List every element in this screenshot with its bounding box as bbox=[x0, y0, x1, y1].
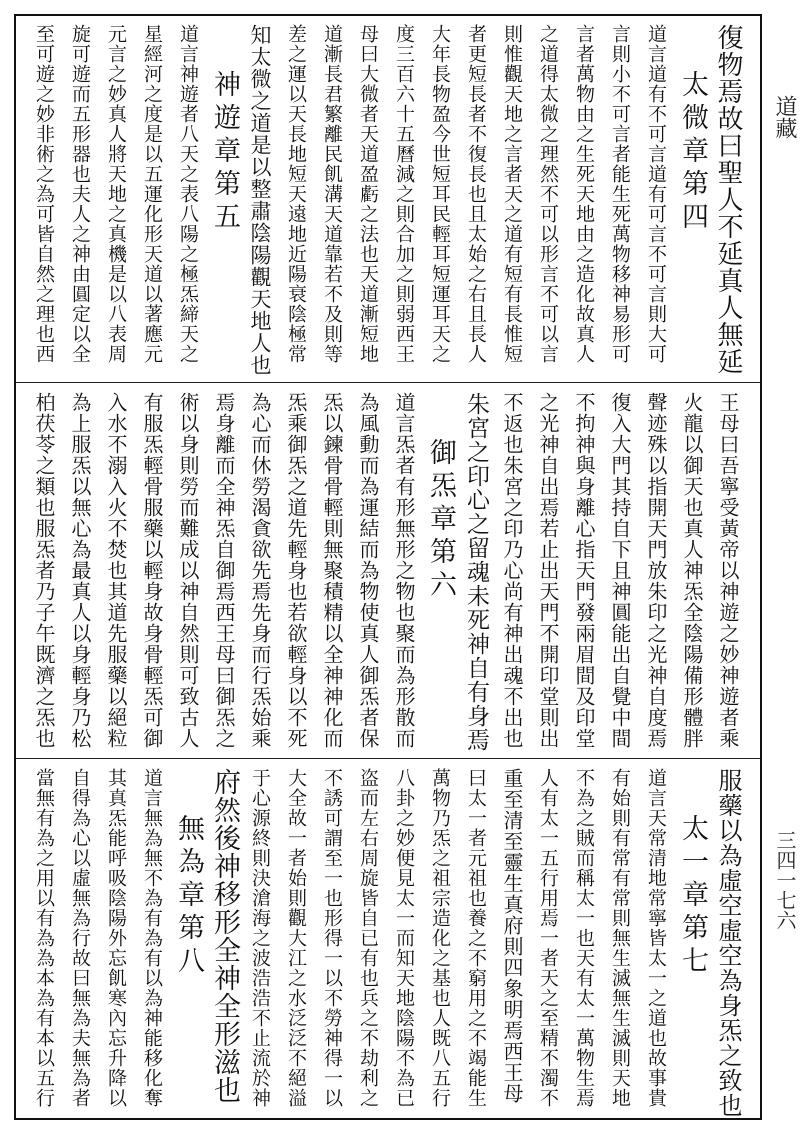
folio-number: 三四一七六 bbox=[773, 830, 797, 930]
text-column: 者更短長者不復長也且太始之右且長人 bbox=[465, 24, 487, 364]
text-column: 元言之妙真人將天地之真機是以八表周 bbox=[105, 24, 127, 364]
text-column: 術以身則勞而難成以神自然則可致古人 bbox=[176, 392, 200, 749]
panel-divider bbox=[16, 382, 760, 383]
text-column: 柏茯苓之類也服炁者乃子午既濟之炁也 bbox=[32, 392, 56, 749]
text-column: 入水不溺入火不焚也其道先服藥以絕粒 bbox=[104, 392, 128, 749]
panel-divider bbox=[16, 758, 760, 759]
text-column: 言者萬物由之生死天地由之造化故真人 bbox=[573, 24, 595, 364]
collection-title: 道藏 bbox=[772, 95, 797, 139]
text-column: 炁乘御炁之道先輕身也若欲輕身以不死 bbox=[284, 392, 308, 749]
text-column: 聲迹殊以指開天門放朱印之光神自度焉 bbox=[644, 392, 668, 749]
text-column: 萬物乃炁之祖宗造化之基也人既八五行 bbox=[429, 768, 451, 1108]
text-column: 星經河之度是以五運化形天道以著應元 bbox=[141, 24, 163, 364]
text-column: 則惟觀天地之言者天之道有短有長惟短 bbox=[501, 24, 523, 364]
text-column: 道言神遊者八天之表八陽之極炁締天之 bbox=[177, 24, 199, 364]
text-column: 焉身離而全神炁自御焉西王母曰御炁之 bbox=[212, 392, 236, 749]
text-column: 大全故一者始則觀大江之水泛泛不絕溢 bbox=[285, 768, 307, 1108]
text-column: 重至清至靈生真府則四象明焉西王母 bbox=[500, 768, 524, 1104]
text-column: 人有太一五行用焉一者天之至精不濁不 bbox=[537, 768, 559, 1108]
text-column: 之光神自出焉若止出天門不開印堂則出 bbox=[536, 392, 560, 749]
text-column: 有始則有常有常則無生滅無生滅則天地 bbox=[609, 768, 631, 1108]
text-column: 太微章第四 bbox=[677, 70, 708, 235]
text-column: 道漸長君繁離民飢溝天道靠若不及則等 bbox=[321, 24, 343, 364]
text-column: 曰太一者元祖也養之不窮用之不竭能生 bbox=[465, 768, 487, 1108]
text-column: 火龍以御天也真人神炁全陰陽備形體胖 bbox=[680, 392, 704, 749]
text-column: 當無有為之用以有為為本為有本以五行 bbox=[33, 768, 55, 1108]
text-column: 為上服炁以無心為最真人以身輕身乃松 bbox=[68, 392, 92, 749]
text-column: 大年長物盈今世短耳民輕耳短運耳天之 bbox=[429, 24, 451, 364]
text-column: 旋可遊而五形器也夫人之神由圓定以全 bbox=[69, 24, 91, 364]
text-column: 不返也朱宮之印乃心尚有神出魂不出也 bbox=[500, 392, 524, 749]
text-column: 神遊章第五 bbox=[209, 70, 240, 235]
text-column: 炁以鍊骨骨輕則無聚積精以全神神化而 bbox=[320, 392, 344, 749]
text-column: 母曰大微者天道盈虧之法也天道漸短地 bbox=[357, 24, 379, 364]
text-column: 知太微之道是以整肅陰陽觀天地人也 bbox=[248, 24, 272, 376]
text-column: 不拘神與身離心指天門發兩眉間及印堂 bbox=[572, 392, 596, 749]
text-column: 道言天常清地常寧皆太一之道也故事貴 bbox=[645, 768, 667, 1108]
text-column: 盗而左右周旋皆自已有也兵之不劫利之 bbox=[357, 768, 379, 1108]
text-column: 復入大門其持自下且神圓能出自覺中間 bbox=[608, 392, 632, 749]
text-column: 不誘可謂至一也形得一以不勞神得一以 bbox=[321, 768, 343, 1108]
text-column: 言則小不可言者能生死萬物移神易形可 bbox=[609, 24, 631, 364]
text-column: 王母曰吾寧受黃帝以神遊之妙神遊者乘 bbox=[716, 392, 740, 749]
text-column: 為風動而為運結而為物使真人御炁者保 bbox=[356, 392, 380, 749]
text-column: 不為之賊而稱太一也天有太一萬物生焉 bbox=[573, 768, 595, 1108]
text-column: 為心而休勞渴貪欲先焉先身而行炁始乘 bbox=[248, 392, 272, 749]
text-column: 有服炁輕骨服藥以輕身故身骨輕炁可御 bbox=[140, 392, 164, 749]
text-column: 至可遊之妙非術之為可皆自然之理也西 bbox=[33, 24, 55, 364]
text-column: 差之運以天長地短天遠地近陽衰陰極常 bbox=[285, 24, 307, 364]
text-column: 道言道有不可言道有可言不可言則大可 bbox=[645, 24, 667, 364]
text-column: 御炁章第六 bbox=[425, 438, 456, 603]
text-column: 無為章第八 bbox=[173, 814, 204, 979]
text-column: 太一章第七 bbox=[677, 814, 708, 979]
text-column: 其真炁能呼吸陰陽外忘飢寒內忘升降以 bbox=[105, 768, 127, 1108]
text-column: 度三百六十五曆減之則合加之則弱西王 bbox=[393, 24, 415, 364]
text-column: 道言炁者有形無形之物也聚而為形散而 bbox=[392, 392, 416, 749]
text-column: 之道得太微之理然不可以形言不可以言 bbox=[537, 24, 559, 364]
text-column: 朱宮之印心之留魂未死神自有身焉 bbox=[463, 392, 489, 752]
text-column: 自得為心以虛無為行故曰無為夫無為者 bbox=[69, 768, 91, 1108]
text-column: 于心源終則決滄海之波浩浩不止流於神 bbox=[249, 768, 271, 1108]
text-column: 復物焉故曰聖人不延真人無延 bbox=[713, 24, 743, 375]
text-column: 道言無為無不為有為有以為神能移化奪 bbox=[141, 768, 163, 1108]
text-column: 八卦之妙便見太一而知天地陰陽不為已 bbox=[393, 768, 415, 1108]
text-column: 服藥以為虛空虛空為身炁之致也 bbox=[714, 768, 742, 1118]
text-column: 府然後神移形全神全形滋也 bbox=[209, 768, 240, 1104]
